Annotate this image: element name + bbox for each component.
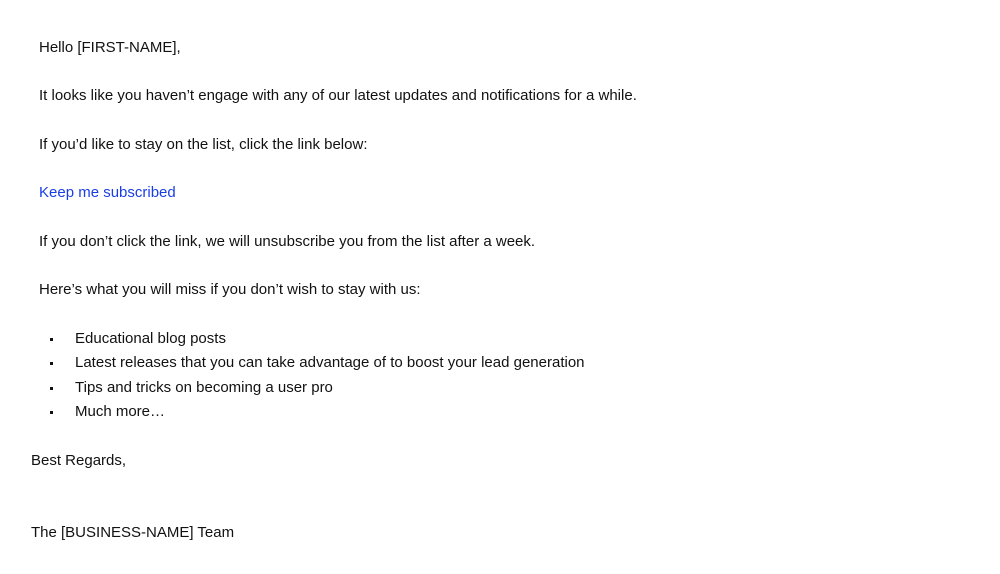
unsubscribe-warning: If you don’t click the link, we will unsubscribe you from the list after a week. — [39, 233, 536, 250]
bullet-icon — [50, 338, 53, 341]
list-item-text: Educational blog posts — [75, 330, 226, 347]
bullet-icon — [50, 387, 53, 390]
stay-prompt: If you’d like to stay on the list, click the link below: — [39, 136, 368, 153]
intro-paragraph: It looks like you haven’t engage with any of our latest updates and notifications for a while. — [39, 87, 637, 104]
signature: The [BUSINESS-NAME] Team — [31, 524, 235, 541]
list-item-text: Latest releases that you can take advantage of to boost your lead generation — [75, 354, 585, 371]
sign-off: Best Regards, — [31, 452, 127, 469]
list-item-text: Tips and tricks on becoming a user pro — [75, 379, 333, 396]
greeting: Hello [FIRST-NAME], — [39, 39, 181, 56]
bullet-icon — [50, 362, 53, 365]
list-item-text: Much more… — [75, 403, 166, 420]
keep-subscribed-link[interactable]: Keep me subscribed — [39, 184, 176, 201]
bullet-icon — [50, 411, 53, 414]
miss-intro: Here’s what you will miss if you don’t wish to stay with us: — [39, 281, 421, 298]
